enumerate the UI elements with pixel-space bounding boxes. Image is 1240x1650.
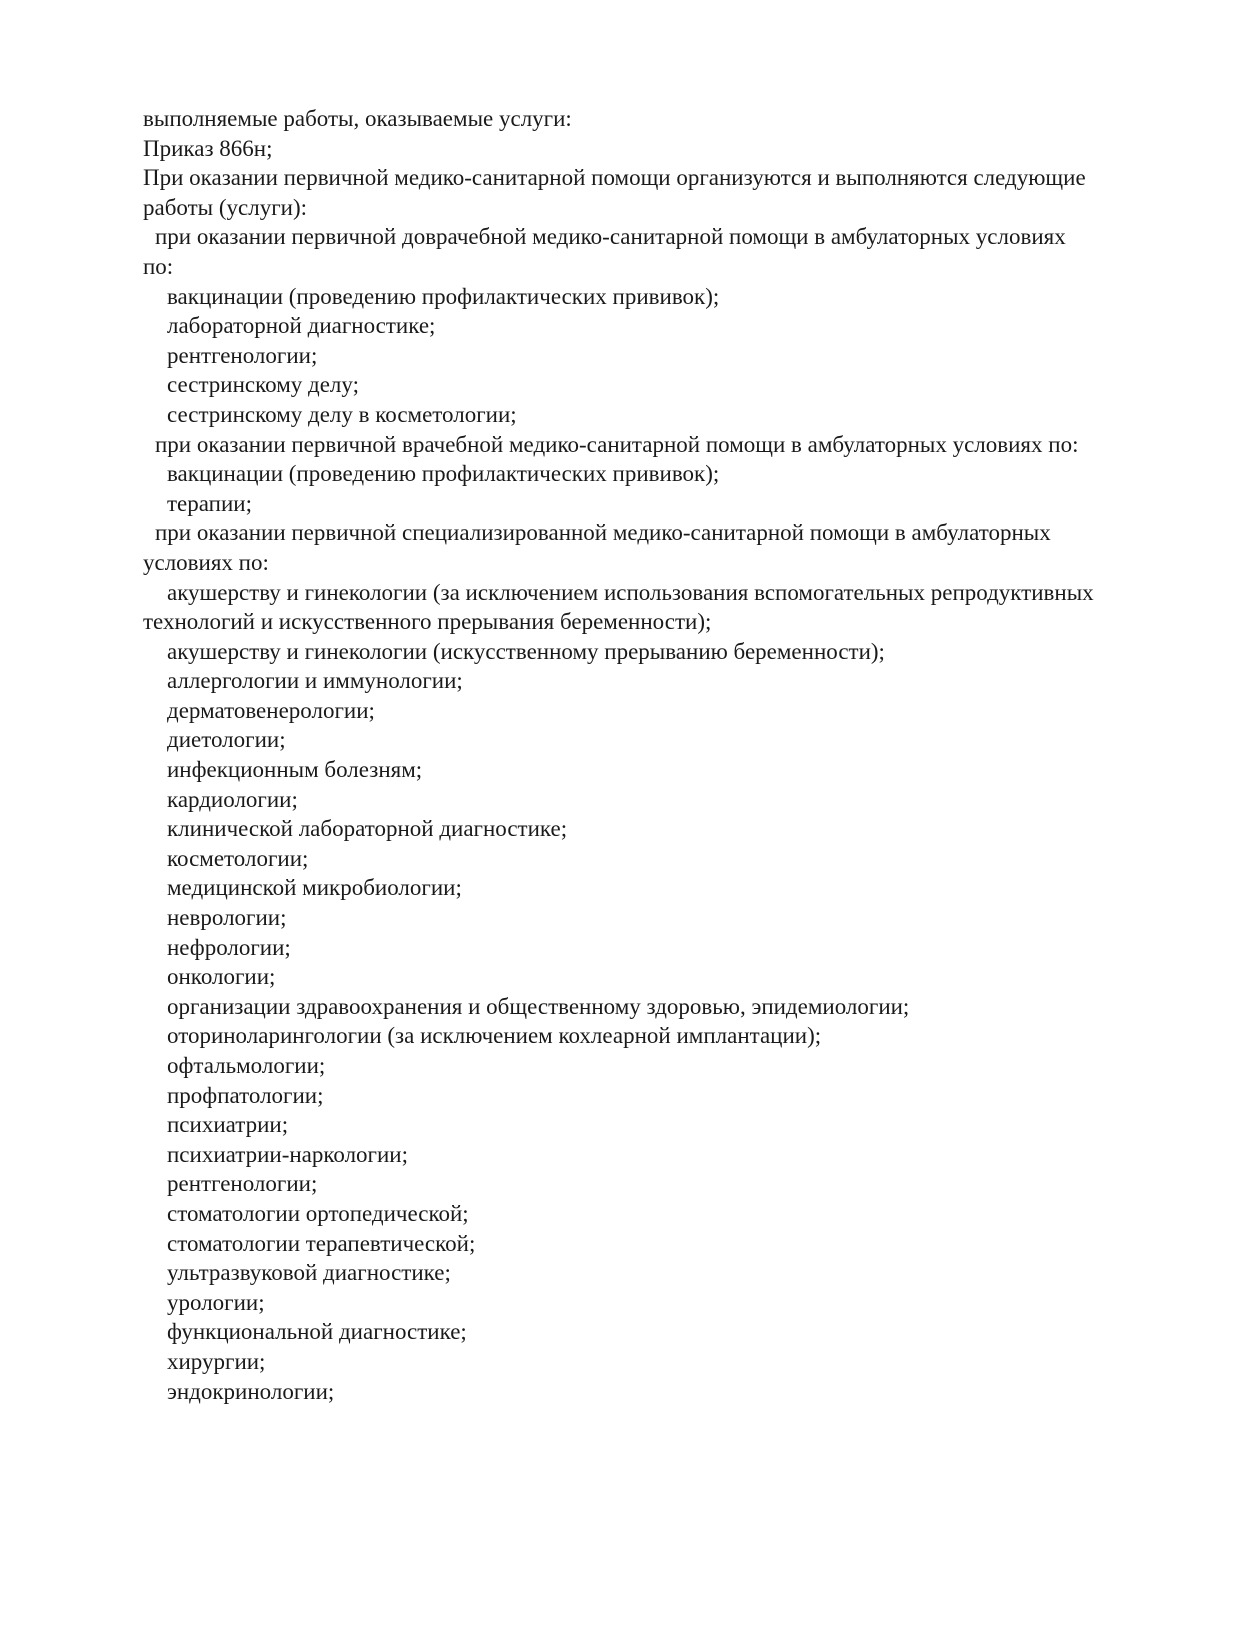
list-item: организации здравоохранения и общественному здоровью, эпидемиологии; xyxy=(167,993,910,1019)
list-item: кардиологии; xyxy=(167,786,298,812)
section-title-line-2: по: xyxy=(143,253,174,279)
intro-text-line-2: работы (услуги): xyxy=(143,194,307,220)
list-item: ультразвуковой диагностике; xyxy=(167,1260,451,1286)
list-item: инфекционным болезням; xyxy=(167,757,423,783)
service-list xyxy=(143,282,1143,430)
service-list xyxy=(143,459,1143,518)
list-item: психиатрии; xyxy=(167,1112,289,1138)
list-item: функциональной диагностике; xyxy=(167,1319,467,1345)
list-item: вакцинации (проведению профилактических прививок); xyxy=(167,461,720,487)
list-item: аллергологии и иммунологии; xyxy=(167,668,463,694)
list-item: рентгенологии; xyxy=(167,1171,318,1197)
list-item: эндокринологии; xyxy=(167,1378,335,1404)
list-item: рентгенологии; xyxy=(167,342,318,368)
section-prehospital xyxy=(143,222,1143,429)
list-item: офтальмологии; xyxy=(167,1053,326,1078)
list-item: медицинской микробиологии; xyxy=(167,875,462,901)
list-item: стоматологии ортопедической; xyxy=(167,1200,469,1226)
list-item: онкологии; xyxy=(167,964,276,990)
section-title-line-1: при оказании первичной доврачебной медико-санитарной помощи в амбулаторных условиях xyxy=(155,224,1066,250)
list-item: клинической лабораторной диагностике; xyxy=(167,816,568,842)
list-item: профпатологии; xyxy=(167,1082,324,1108)
list-item: неврологии; xyxy=(167,905,287,931)
document-heading: выполняемые работы, оказываемые услуги: xyxy=(143,106,572,131)
list-item: нефрологии; xyxy=(167,934,291,960)
list-item: вакцинации (проведению профилактических прививок); xyxy=(167,283,720,309)
section-title-line-1: при оказании первичной специализированной медико-санитарной помощи в амбулаторных xyxy=(155,520,1051,546)
list-item: сестринскому делу в косметологии; xyxy=(167,401,517,427)
section-physician xyxy=(143,430,1143,519)
list-item: хирургии; xyxy=(167,1348,266,1374)
section-title: при оказании первичной врачебной медико-санитарной помощи в амбулаторных условиях по: xyxy=(155,431,1079,457)
list-item: стоматологии терапевтической; xyxy=(167,1230,476,1256)
document-body xyxy=(143,104,1143,1406)
list-item: акушерству и гинекологии (искусственному прерыванию беременности); xyxy=(167,638,885,664)
order-reference: Приказ 866н; xyxy=(143,135,273,161)
list-item: психиатрии-наркологии; xyxy=(167,1141,408,1167)
section-title-line-2: условиях по: xyxy=(143,549,269,575)
list-item: оториноларингологии (за исключением кохлеарной имплантации); xyxy=(167,1023,822,1049)
intro-text-line-1: При оказании первичной медико-санитарной помощи организуются и выполняются следующие xyxy=(143,165,1086,191)
list-item: дерматовенерологии; xyxy=(167,697,375,723)
list-item: диетологии; xyxy=(167,727,286,753)
list-item: сестринскому делу; xyxy=(167,372,359,398)
section-specialized xyxy=(143,518,1143,1406)
list-item: косметологии; xyxy=(167,845,309,871)
service-list xyxy=(143,637,1143,1406)
list-item: терапии; xyxy=(167,490,252,516)
list-item-continuation: технологий и искусственного прерывания беременности); xyxy=(143,609,712,635)
list-item: урологии; xyxy=(167,1289,265,1315)
list-item: акушерству и гинекологии (за исключением использования вспомогательных репродуктивных xyxy=(167,579,1094,605)
list-item: лабораторной диагностике; xyxy=(167,313,436,339)
